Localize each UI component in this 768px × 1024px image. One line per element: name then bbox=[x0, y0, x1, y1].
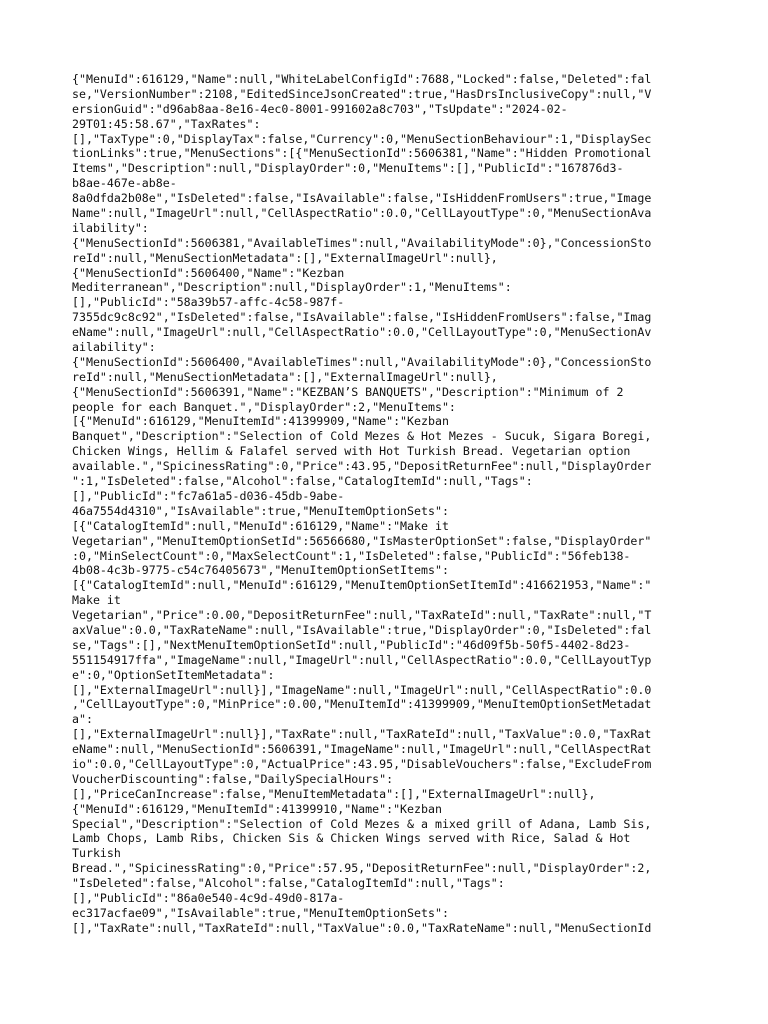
text-line: :0,"MinSelectCount":0,"MaxSelectCount":1,"IsDeleted":false,"PublicId":"56feb138- bbox=[72, 548, 631, 563]
document-page bbox=[72, 72, 700, 936]
text-line: Banquet","Description":"Selection of Cold Mezes & Hot Mezes - Sucuk, Sigara Boregi, bbox=[72, 429, 652, 444]
text-line: ,"CellLayoutType":0,"MinPrice":0.00,"MenuItemId":41399909,"MenuItemOptionSetMetadat bbox=[72, 697, 652, 712]
text-line: tionLinks":true,"MenuSections":[{"MenuSectionId":5606381,"Name":"Hidden Promotional bbox=[72, 146, 652, 161]
text-line: [{"CatalogItemId":null,"MenuId":616129,"MenuItemOptionSetItemId":416621953,"Name":" bbox=[72, 578, 652, 593]
text-line: 46a7554d4310","IsAvailable":true,"MenuItemOptionSets": bbox=[72, 503, 449, 518]
text-line: eName":null,"ImageUrl":null,"CellAspectRatio":0.0,"CellLayoutType":0,"MenuSectionAv bbox=[72, 325, 652, 340]
text-line: {"MenuSectionId":5606400,"Name":"Kezban bbox=[72, 265, 345, 280]
text-line: e":0,"OptionSetItemMetadata": bbox=[72, 667, 275, 682]
text-line: Special","Description":"Selection of Cold Mezes & a mixed grill of Adana, Lamb Sis, bbox=[72, 816, 652, 831]
text-line: se,"VersionNumber":2108,"EditedSinceJsonCreated":true,"HasDrsInclusiveCopy":null,"V bbox=[72, 86, 652, 101]
text-line: ":1,"IsDeleted":false,"Alcohol":false,"CatalogItemId":null,"Tags": bbox=[72, 474, 533, 489]
text-line: {"MenuSectionId":5606400,"AvailableTimes":null,"AvailabilityMode":0},"ConcessionSto bbox=[72, 354, 652, 369]
text-line: axValue":0.0,"TaxRateName":null,"IsAvailable":true,"DisplayOrder":0,"IsDeleted":fal bbox=[72, 622, 652, 637]
text-line: {"MenuId":616129,"Name":null,"WhiteLabelConfigId":7688,"Locked":false,"Deleted":fal bbox=[72, 72, 652, 86]
text-line: [],"PublicId":"58a39b57-affc-4c58-987f- bbox=[72, 295, 345, 310]
text-line: Vegetarian","MenuItemOptionSetId":56566680,"IsMasterOptionSet":false,"DisplayOrder" bbox=[72, 533, 652, 548]
text-line: Make it bbox=[72, 593, 121, 608]
text-line: [],"PublicId":"fc7a61a5-d036-45db-9abe- bbox=[72, 488, 345, 503]
text-line: available.","SpicinessRating":0,"Price":43.95,"DepositReturnFee":null,"DisplayOrder bbox=[72, 459, 652, 474]
text-line: people for each Banquet.","DisplayOrder":2,"MenuItems": bbox=[72, 399, 456, 414]
text-line: ailability": bbox=[72, 340, 156, 355]
text-line: "IsDeleted":false,"Alcohol":false,"CatalogItemId":null,"Tags": bbox=[72, 876, 505, 891]
text-line: [],"ExternalImageUrl":null}],"ImageName":null,"ImageUrl":null,"CellAspectRatio":0.0 bbox=[72, 682, 652, 697]
text-line: 4b08-4c3b-9775-c54c76405673","MenuItemOptionSetItems": bbox=[72, 563, 449, 578]
text-line: Name":null,"ImageUrl":null,"CellAspectRatio":0.0,"CellLayoutType":0,"MenuSectionAva bbox=[72, 206, 652, 221]
text-line: [],"PublicId":"86a0e540-4c9d-49d0-817a- bbox=[72, 890, 345, 905]
text-line: ilability": bbox=[72, 220, 149, 235]
text-line: reId":null,"MenuSectionMetadata":[],"ExternalImageUrl":null}, bbox=[72, 369, 498, 384]
text-line: [{"CatalogItemId":null,"MenuId":616129,"Name":"Make it bbox=[72, 518, 449, 533]
text-line: Turkish bbox=[72, 846, 121, 861]
text-line: [],"PriceCanIncrease":false,"MenuItemMetadata":[],"ExternalImageUrl":null}, bbox=[72, 786, 596, 801]
text-line: Items","Description":null,"DisplayOrder":0,"MenuItems":[],"PublicId":"167876d3- bbox=[72, 161, 624, 176]
text-line: {"MenuSectionId":5606381,"AvailableTimes":null,"AvailabilityMode":0},"ConcessionSto bbox=[72, 235, 652, 250]
text-line: Lamb Chops, Lamb Ribs, Chicken Sis & Chicken Wings served with Rice, Salad & Hot bbox=[72, 831, 631, 846]
text-line: Bread.","SpicinessRating":0,"Price":57.95,"DepositReturnFee":null,"DisplayOrder":2, bbox=[72, 861, 652, 876]
text-line: io":0.0,"CellLayoutType":0,"ActualPrice":43.95,"DisableVouchers":false,"ExcludeFrom bbox=[72, 756, 652, 771]
text-line: {"MenuId":616129,"MenuItemId":41399910,"Name":"Kezban bbox=[72, 801, 442, 816]
text-line: b8ae-467e-ab8e- bbox=[72, 176, 177, 191]
text-line: [],"TaxRate":null,"TaxRateId":null,"TaxValue":0.0,"TaxRateName":null,"MenuSectionId bbox=[72, 920, 652, 935]
text-line: a": bbox=[72, 712, 93, 727]
text-line: 551154917ffa","ImageName":null,"ImageUrl":null,"CellAspectRatio":0.0,"CellLayoutTyp bbox=[72, 652, 652, 667]
text-line: VoucherDiscounting":false,"DailySpecialHours": bbox=[72, 771, 394, 786]
text-line: 8a0dfda2b08e","IsDeleted":false,"IsAvailable":false,"IsHiddenFromUsers":true,"Image bbox=[72, 191, 652, 206]
text-line: Chicken Wings, Hellim & Falafel served with Hot Turkish Bread. Vegetarian option bbox=[72, 444, 631, 459]
text-line: ersionGuid":"d96ab8aa-8e16-4ec0-8001-991602a8c703","TsUpdate":"2024-02- bbox=[72, 101, 568, 116]
text-line: eName":null,"MenuSectionId":5606391,"ImageName":null,"ImageUrl":null,"CellAspectRat bbox=[72, 742, 652, 757]
text-line: [],"TaxType":0,"DisplayTax":false,"Currency":0,"MenuSectionBehaviour":1,"DisplaySec bbox=[72, 131, 652, 146]
text-line: Mediterranean","Description":null,"DisplayOrder":1,"MenuItems": bbox=[72, 280, 512, 295]
text-line: [{"MenuId":616129,"MenuItemId":41399909,"Name":"Kezban bbox=[72, 414, 449, 429]
text-line: se,"Tags":[],"NextMenuItemOptionSetId":null,"PublicId":"46d09f5b-50f5-4402-8d23- bbox=[72, 637, 631, 652]
text-line: reId":null,"MenuSectionMetadata":[],"ExternalImageUrl":null}, bbox=[72, 250, 498, 265]
text-line: 29T01:45:58.67","TaxRates": bbox=[72, 116, 261, 131]
text-line: [],"ExternalImageUrl":null}],"TaxRate":null,"TaxRateId":null,"TaxValue":0.0,"TaxRat bbox=[72, 727, 652, 742]
text-line: ec317acfae09","IsAvailable":true,"MenuItemOptionSets": bbox=[72, 905, 449, 920]
text-line: Vegetarian","Price":0.00,"DepositReturnFee":null,"TaxRateId":null,"TaxRate":null,"T bbox=[72, 608, 652, 623]
text-line: {"MenuSectionId":5606391,"Name":"KEZBAN’S BANQUETS","Description":"Minimum of 2 bbox=[72, 384, 624, 399]
text-line: 7355dc9c8c92","IsDeleted":false,"IsAvailable":false,"IsHiddenFromUsers":false,"Imag bbox=[72, 310, 652, 325]
